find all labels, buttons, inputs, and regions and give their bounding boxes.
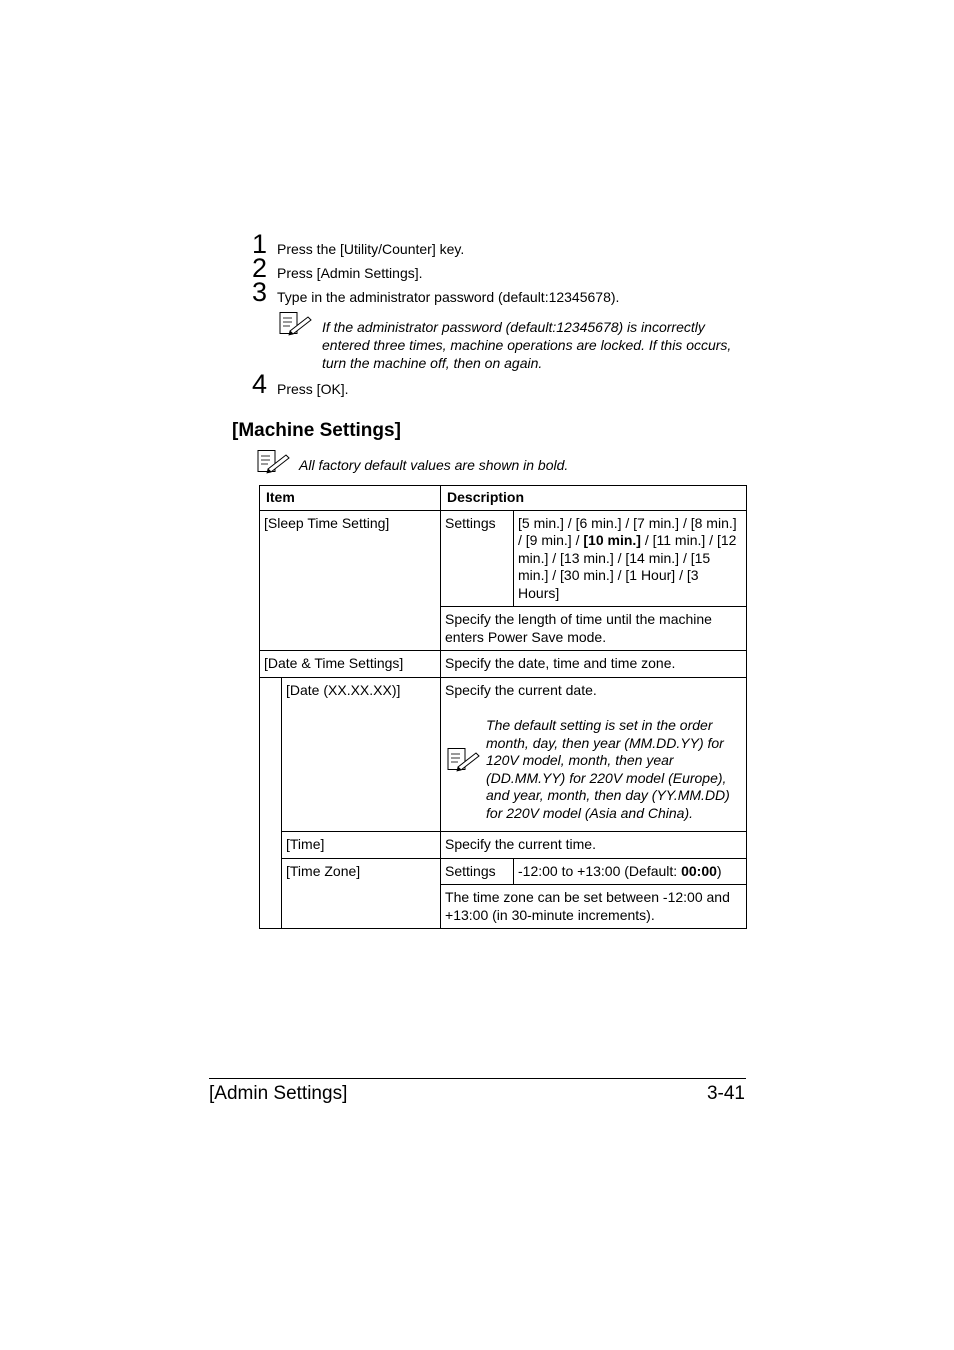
date-note <box>445 717 742 827</box>
header-item: Item <box>260 486 441 511</box>
date-description-cell <box>441 677 747 832</box>
header-description: Description <box>441 486 747 511</box>
item-time-zone: [Time Zone] <box>282 858 441 929</box>
table-row <box>260 677 747 832</box>
time-zone-range: -12:00 to +13:00 (Default: 00:00) <box>514 858 747 885</box>
date-note-text: The default setting is set in the order month, day, then year (MM.DD.YY) for 120V model, month, then year (DD.MM.YY) for 220V model (Europe), and year, month, then day (YY.MM.DD) for 220V model (Asia and China). <box>486 717 730 821</box>
step-text: Press the [Utility/Counter] key. <box>277 241 465 257</box>
item-date-time: [Date & Time Settings] <box>260 651 441 678</box>
default-value: [10 min.] <box>583 532 641 548</box>
date-description: Specify the current date. <box>445 681 597 698</box>
note-pencil-icon <box>256 449 290 475</box>
step-number: 3 <box>252 277 268 307</box>
settings-label: Settings <box>441 510 514 607</box>
date-time-description: Specify the date, time and time zone. <box>441 651 747 678</box>
step-text: Press [Admin Settings]. <box>277 265 423 281</box>
section-heading: [Machine Settings] <box>232 420 401 441</box>
step-text: Type in the administrator password (default:12345678). <box>277 289 620 305</box>
machine-settings-table <box>259 485 747 929</box>
step-text: Press [OK]. <box>277 381 349 397</box>
indent-cell <box>260 677 282 929</box>
item-date: [Date (XX.XX.XX)] <box>282 677 441 832</box>
section-note-text: All factory default values are shown in bold. <box>299 457 569 473</box>
note-pencil-icon <box>278 311 312 337</box>
note-pencil-icon <box>446 747 480 773</box>
step-1 <box>252 229 752 259</box>
sleep-time-description: Specify the length of time until the machine enters Power Save mode. <box>441 607 747 651</box>
step-number: 4 <box>252 369 268 399</box>
settings-label: Settings <box>441 858 514 885</box>
time-zone-description: The time zone can be set between -12:00 and +13:00 (in 30-minute increments). <box>441 885 747 929</box>
table-header-row <box>260 486 747 511</box>
item-time: [Time] <box>282 832 441 859</box>
sleep-time-options: [5 min.] / [6 min.] / [7 min.] / [8 min.] / [9 min.] / [10 min.] / [11 min.] / [12 min.] / [13 min.] / [14 min.] / [15 min.] / [30 min.] / [1 Hour] / [3 Hours] <box>514 510 747 607</box>
item-sleep-time: [Sleep Time Setting] <box>260 510 441 651</box>
step-3 <box>252 277 752 307</box>
step-number: 2 <box>252 253 268 283</box>
time-description: Specify the current time. <box>441 832 747 859</box>
footer-rule <box>209 1078 746 1079</box>
step-2 <box>252 253 752 283</box>
table-row <box>260 858 747 885</box>
step-3-note-text: If the administrator password (default:12345678) is incorrectly entered three times, machine operations are locked. If this occurs, turn the machine off, then on again. <box>322 319 732 371</box>
default-value: 00:00 <box>681 862 717 879</box>
table-row <box>260 651 747 678</box>
table-row <box>260 510 747 607</box>
step-number: 1 <box>252 229 268 259</box>
footer-section-title: [Admin Settings] <box>209 1083 348 1104</box>
page-number: 3-41 <box>706 1083 745 1104</box>
table-row <box>260 832 747 859</box>
step-4 <box>252 369 752 399</box>
